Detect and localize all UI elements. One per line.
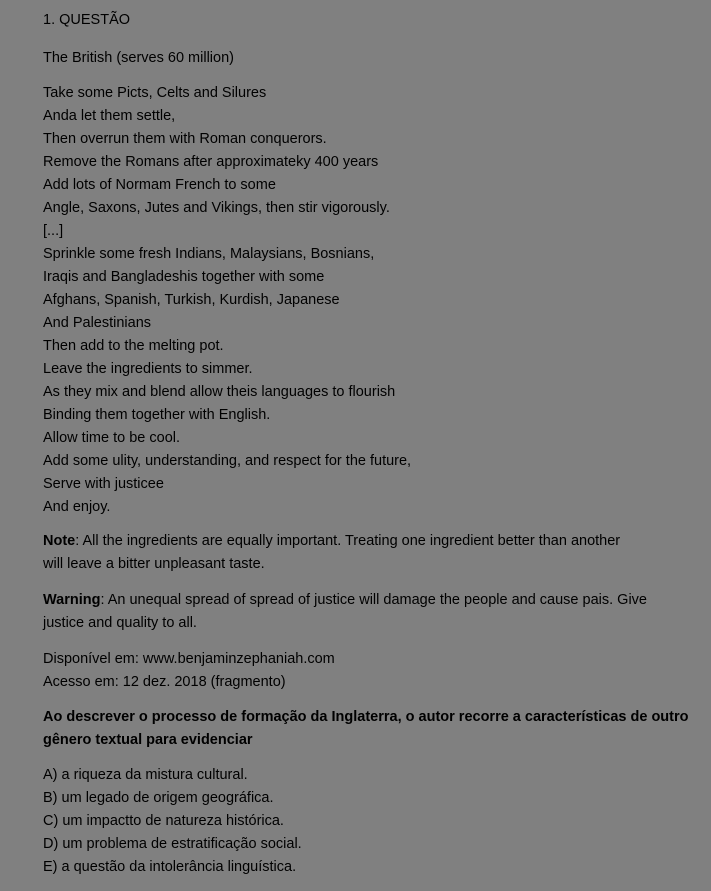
poem-line: Sprinkle some fresh Indians, Malaysians, Bosnians,	[43, 246, 375, 262]
note-label: Note	[43, 533, 76, 549]
question-number-title: 1. QUESTÃO	[43, 12, 131, 28]
option-d[interactable]: D) um problema de estratificação social.	[43, 836, 302, 852]
warning-line-2: justice and quality to all.	[43, 615, 197, 631]
poem-line: Anda let them settle,	[43, 108, 176, 124]
note-text: : All the ingredients are equally important. Treating one ingredient better than another	[75, 533, 621, 549]
warning-line-1	[43, 590, 647, 610]
poem-line: And Palestinians	[43, 315, 152, 331]
poem-line: Binding them together with English.	[43, 407, 271, 423]
poem-title: The British (serves 60 million)	[43, 50, 234, 66]
poem-line: Remove the Romans after approximateky 400 years	[43, 154, 379, 170]
poem-line: Serve with justicee	[43, 476, 164, 492]
poem-line: Iraqis and Bangladeshis together with some	[43, 269, 325, 285]
option-e[interactable]: E) a questão da intolerância linguística.	[43, 859, 297, 875]
source-access: Acesso em: 12 dez. 2018 (fragmento)	[43, 674, 286, 690]
poem-line: Angle, Saxons, Jutes and Vikings, then stir vigorously.	[43, 200, 390, 216]
warning-text: : An unequal spread of spread of justice will damage the people and cause pais. Give	[100, 592, 647, 608]
poem-line: As they mix and blend allow theis languages to flourish	[43, 384, 396, 400]
poem-line: Then add to the melting pot.	[43, 338, 224, 354]
source-available: Disponível em: www.benjaminzephaniah.com	[43, 651, 335, 667]
poem-line: Then overrun them with Roman conquerors.	[43, 131, 327, 147]
question-prompt-line-1: Ao descrever o processo de formação da Inglaterra, o autor recorre a características de outro	[43, 709, 689, 725]
poem-line: And enjoy.	[43, 499, 111, 515]
poem-line: Leave the ingredients to simmer.	[43, 361, 253, 377]
poem-line: Add lots of Normam French to some	[43, 177, 276, 193]
warning-label: Warning	[43, 592, 101, 608]
option-c[interactable]: C) um impactto de natureza histórica.	[43, 813, 284, 829]
note-line-2: will leave a bitter unpleasant taste.	[43, 556, 265, 572]
poem-line: Allow time to be cool.	[43, 430, 181, 446]
poem-line: Afghans, Spanish, Turkish, Kurdish, Japanese	[43, 292, 340, 308]
option-b[interactable]: B) um legado de origem geográfica.	[43, 790, 274, 806]
option-a[interactable]: A) a riqueza da mistura cultural.	[43, 767, 248, 783]
poem-line: Take some Picts, Celts and Silures	[43, 85, 267, 101]
note-line-1	[43, 531, 620, 551]
poem-line: [...]	[43, 223, 64, 239]
question-prompt-line-2: gênero textual para evidenciar	[43, 732, 253, 748]
poem-line: Add some ulity, understanding, and respect for the future,	[43, 453, 412, 469]
